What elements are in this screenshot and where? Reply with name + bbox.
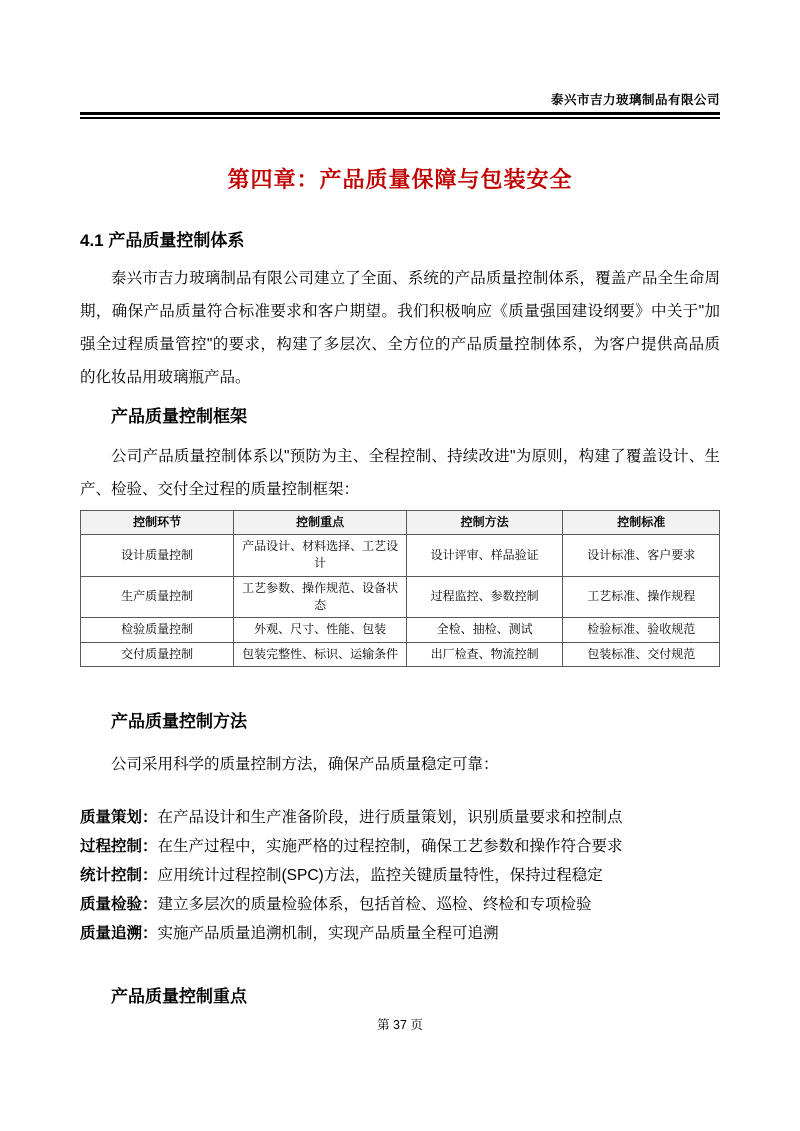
list-item-text: 建立多层次的质量检验体系，包括首检、巡检、终检和专项检验 <box>157 896 592 914</box>
section-heading-4-1: 4.1 产品质量控制体系 <box>80 230 245 250</box>
list-item <box>80 919 720 948</box>
table-header-cell: 控制环节 <box>81 510 234 534</box>
quality-control-table <box>80 510 720 668</box>
sub-heading-keypoints: 产品质量控制重点 <box>111 987 247 1007</box>
list-item-text: 在生产过程中，实施严格的过程控制，确保工艺参数和操作符合要求 <box>157 838 623 856</box>
table-header-cell: 控制方法 <box>406 510 563 534</box>
paragraph-methods-intro: 公司采用科学的质量控制方法，确保产品质量稳定可靠： <box>111 756 499 774</box>
list-item <box>80 832 720 861</box>
table-cell: 交付质量控制 <box>81 642 234 666</box>
table-cell: 包装标准、交付规范 <box>563 642 720 666</box>
header-rule-thick <box>80 112 720 115</box>
list-item-label: 质量追溯： <box>80 925 158 943</box>
list-item-label: 质量检验： <box>80 896 158 914</box>
page-number: 第 37 页 <box>377 1018 423 1032</box>
chapter-title: 第四章：产品质量保障与包装安全 <box>227 166 573 192</box>
paragraph-framework-intro: 公司产品质量控制体系以"预防为主、全程控制、持续改进"为原则，构建了覆盖设计、生产、检验、交付全过程的质量控制框架： <box>80 447 720 498</box>
table-header-cell: 控制重点 <box>234 510 407 534</box>
table-cell: 设计标准、客户要求 <box>563 534 720 576</box>
table-cell: 工艺参数、操作规范、设备状态 <box>234 576 407 618</box>
sub-heading-framework: 产品质量控制框架 <box>111 406 247 426</box>
list-item <box>80 803 720 832</box>
table-cell: 外观、尺寸、性能、包装 <box>234 618 407 642</box>
list-item-label: 统计控制： <box>80 867 158 885</box>
table-cell: 检验标准、验收规范 <box>563 618 720 642</box>
list-item-label: 过程控制： <box>80 838 158 856</box>
table-cell: 出厂检查、物流控制 <box>406 642 563 666</box>
page-header <box>80 0 720 119</box>
table-cell: 全检、抽检、测试 <box>406 618 563 642</box>
sub-heading-methods: 产品质量控制方法 <box>111 712 247 732</box>
table-row <box>81 618 720 642</box>
table-cell: 工艺标准、操作规程 <box>563 576 720 618</box>
table-cell: 包装完整性、标识、运输条件 <box>234 642 407 666</box>
list-item <box>80 861 720 890</box>
paragraph-section-intro: 泰兴市吉力玻璃制品有限公司建立了全面、系统的产品质量控制体系，覆盖产品全生命周期，确保产品质量符合标准要求和客户期望。我们积极响应《质量强国建设纲要》中关于"加强全过程质量管控"的要求，构建了多层次、全方位的产品质量控制体系，为客户提供高品质的化妆品用玻璃瓶产品。 <box>80 269 720 386</box>
table-cell: 过程监控、参数控制 <box>406 576 563 618</box>
list-item-text: 应用统计过程控制(SPC)方法，监控关键质量特性，保持过程稳定 <box>157 867 603 885</box>
header-rule-thin <box>80 117 720 119</box>
table-cell: 产品设计、材料选择、工艺设计 <box>234 534 407 576</box>
table-row <box>81 534 720 576</box>
list-item-text: 在产品设计和生产准备阶段，进行质量策划，识别质量要求和控制点 <box>157 809 623 827</box>
list-item-text: 实施产品质量追溯机制，实现产品质量全程可追溯 <box>157 925 499 943</box>
table-header-row <box>81 510 720 534</box>
company-name: 泰兴市吉力玻璃制品有限公司 <box>550 93 720 107</box>
table-cell: 设计评审、样品验证 <box>406 534 563 576</box>
list-item <box>80 890 720 919</box>
table-cell: 检验质量控制 <box>81 618 234 642</box>
quality-methods-list <box>80 803 720 948</box>
table-row <box>81 642 720 666</box>
list-item-label: 质量策划： <box>80 809 158 827</box>
table-row <box>81 576 720 618</box>
page-footer <box>0 1015 800 1033</box>
table-cell: 设计质量控制 <box>81 534 234 576</box>
table-cell: 生产质量控制 <box>81 576 234 618</box>
table-header-cell: 控制标准 <box>563 510 720 534</box>
